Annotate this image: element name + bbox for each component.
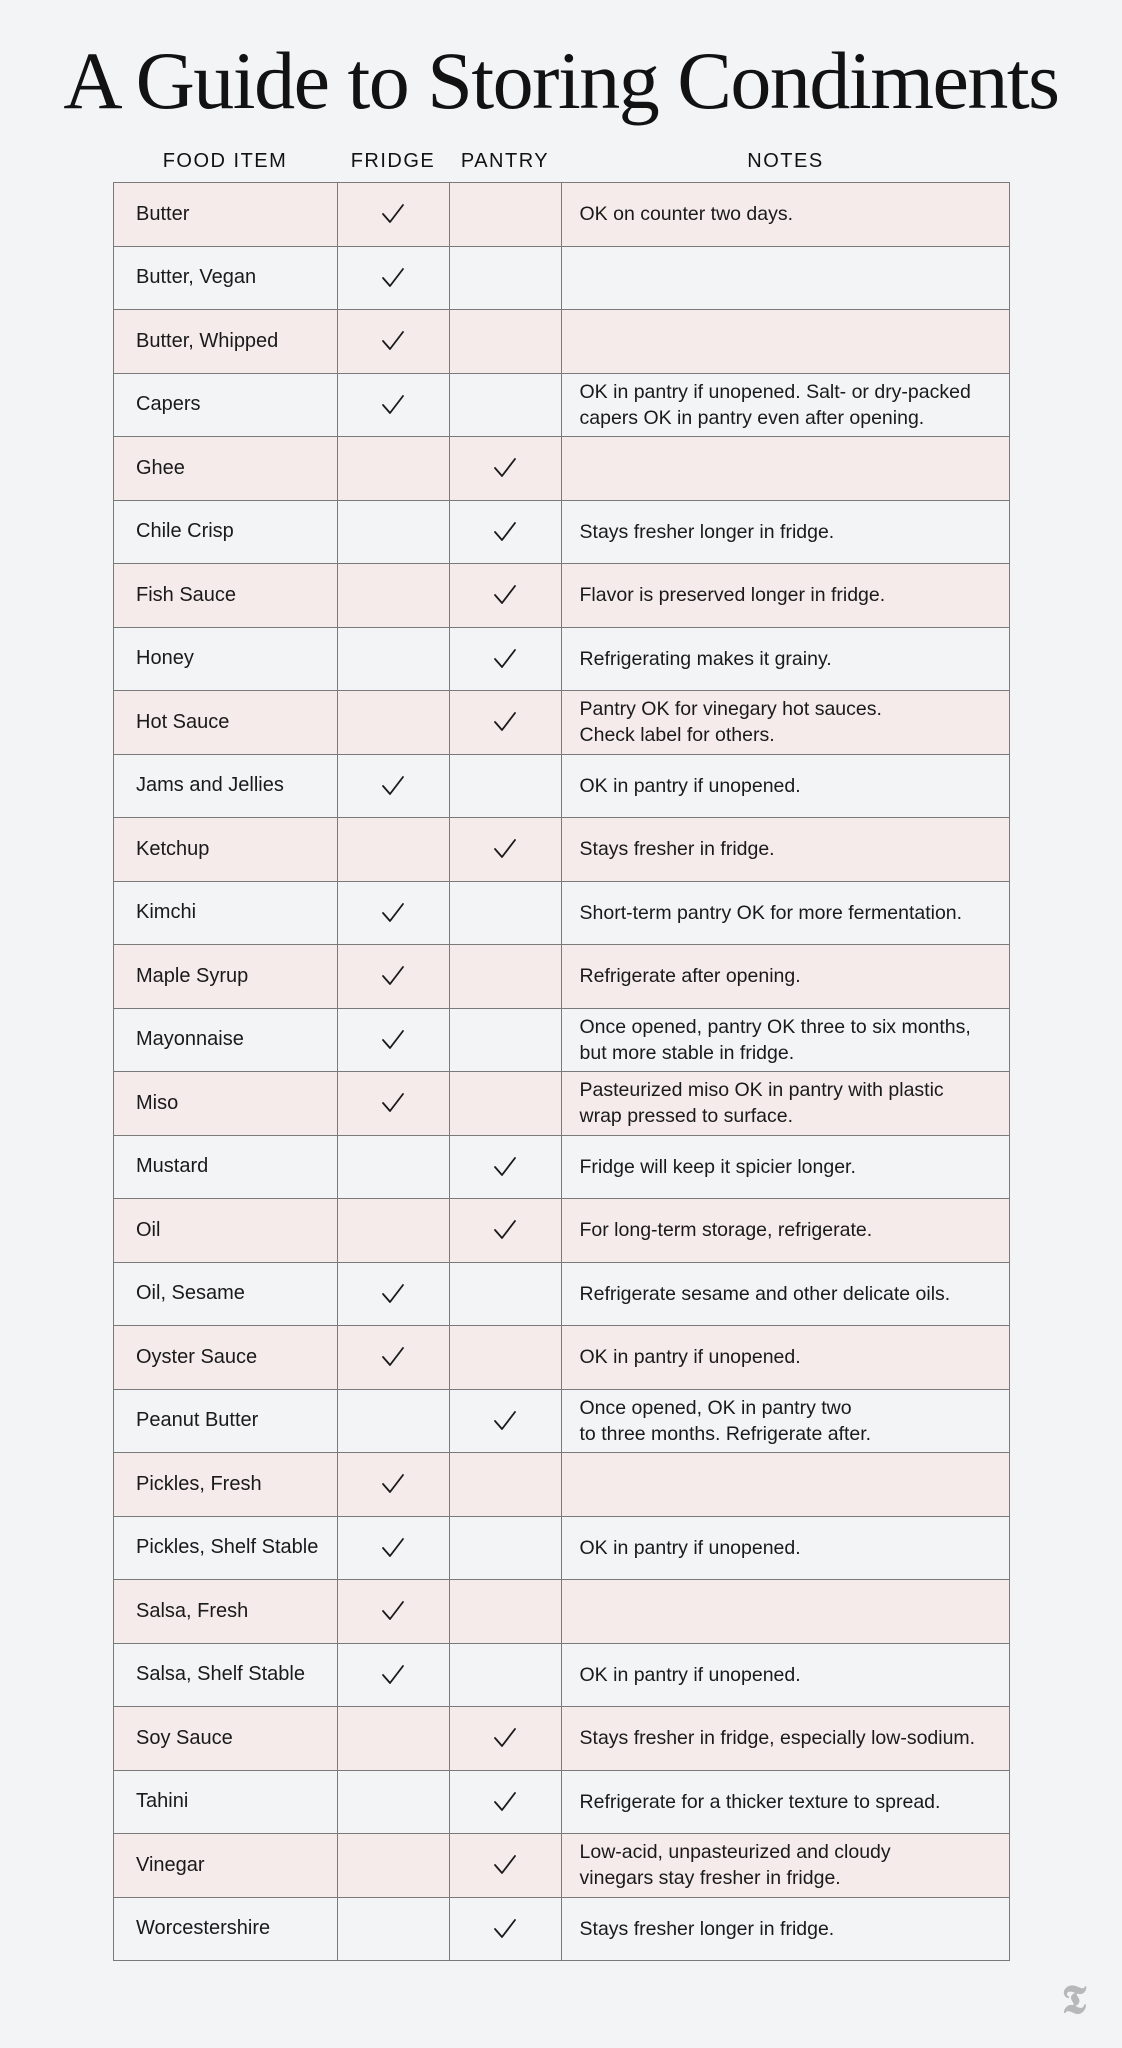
table-row bbox=[114, 1136, 1010, 1200]
food-item-label: Capers bbox=[136, 393, 201, 416]
fridge-cell bbox=[338, 1453, 450, 1516]
food-item-cell bbox=[114, 691, 338, 754]
food-item-cell bbox=[114, 1390, 338, 1453]
notes-text: OK in pantry if unopened. Salt- or dry-packed capers OK in pantry even after opening. bbox=[579, 380, 971, 429]
notes-cell bbox=[562, 1390, 1011, 1453]
notes-cell bbox=[562, 882, 1011, 945]
notes-text: Stays fresher longer in fridge. bbox=[579, 1917, 835, 1940]
food-item-cell bbox=[114, 564, 338, 627]
pantry-cell bbox=[450, 628, 562, 691]
notes-text: Once opened, pantry OK three to six months, but more stable in fridge. bbox=[579, 1015, 971, 1064]
food-item-label: Honey bbox=[136, 647, 194, 670]
pantry-cell bbox=[450, 1644, 562, 1707]
notes-cell bbox=[562, 1707, 1011, 1770]
notes-cell bbox=[562, 1771, 1011, 1834]
nyt-logo-icon: 𝕿 bbox=[1061, 1977, 1087, 2022]
notes-cell bbox=[562, 1199, 1011, 1262]
notes-cell bbox=[562, 1644, 1011, 1707]
check-icon bbox=[380, 265, 406, 291]
table-row bbox=[114, 1390, 1010, 1454]
table-row bbox=[114, 1644, 1010, 1708]
notes-cell bbox=[562, 818, 1011, 881]
food-item-cell bbox=[114, 1834, 338, 1897]
pantry-cell bbox=[450, 310, 562, 373]
check-icon bbox=[380, 201, 406, 227]
check-icon bbox=[380, 900, 406, 926]
table-row bbox=[114, 501, 1010, 565]
notes-text: Stays fresher longer in fridge. bbox=[579, 520, 835, 543]
fridge-cell bbox=[338, 691, 450, 754]
fridge-cell bbox=[338, 1898, 450, 1961]
notes-cell bbox=[562, 564, 1011, 627]
food-item-cell bbox=[114, 818, 338, 881]
food-item-label: Salsa, Fresh bbox=[136, 1599, 249, 1622]
check-icon bbox=[492, 582, 518, 608]
notes-text: OK in pantry if unopened. bbox=[579, 1663, 801, 1686]
food-item-cell bbox=[114, 1326, 338, 1389]
check-icon bbox=[380, 1598, 406, 1624]
condiments-table bbox=[113, 182, 1010, 1961]
notes-cell bbox=[562, 374, 1011, 437]
fridge-cell bbox=[338, 1517, 450, 1580]
table-row bbox=[114, 374, 1010, 438]
notes-cell bbox=[562, 628, 1011, 691]
table-row bbox=[114, 1326, 1010, 1390]
notes-cell bbox=[562, 1453, 1011, 1516]
fridge-cell bbox=[338, 374, 450, 437]
pantry-cell bbox=[450, 183, 562, 246]
table-row bbox=[114, 691, 1010, 755]
header-pantry: PANTRY bbox=[460, 150, 550, 172]
food-item-label: Chile Crisp bbox=[136, 520, 234, 543]
check-icon bbox=[380, 1090, 406, 1116]
table-row bbox=[114, 882, 1010, 946]
check-icon bbox=[380, 1344, 406, 1370]
check-icon bbox=[492, 1154, 518, 1180]
notes-text: Short-term pantry OK for more fermentation. bbox=[579, 901, 963, 924]
table-row bbox=[114, 1707, 1010, 1771]
header-food-item: FOOD ITEM bbox=[162, 150, 288, 172]
food-item-cell bbox=[114, 755, 338, 818]
food-item-cell bbox=[114, 1009, 338, 1072]
notes-text: Pantry OK for vinegary hot sauces. Check label for others. bbox=[579, 698, 882, 747]
food-item-cell bbox=[114, 1136, 338, 1199]
notes-cell bbox=[562, 1834, 1011, 1897]
food-item-cell bbox=[114, 882, 338, 945]
food-item-cell bbox=[114, 183, 338, 246]
food-item-label: Oyster Sauce bbox=[136, 1345, 258, 1368]
notes-cell bbox=[562, 437, 1011, 500]
food-item-label: Mustard bbox=[136, 1155, 209, 1178]
table-row bbox=[114, 818, 1010, 882]
pantry-cell bbox=[450, 1390, 562, 1453]
food-item-label: Salsa, Shelf Stable bbox=[136, 1663, 305, 1686]
fridge-cell bbox=[338, 628, 450, 691]
fridge-cell bbox=[338, 818, 450, 881]
pantry-cell bbox=[450, 1580, 562, 1643]
check-icon bbox=[492, 455, 518, 481]
check-icon bbox=[492, 1789, 518, 1815]
table-row bbox=[114, 1009, 1010, 1073]
table-row bbox=[114, 628, 1010, 692]
pantry-cell bbox=[450, 501, 562, 564]
notes-cell bbox=[562, 755, 1011, 818]
food-item-cell bbox=[114, 310, 338, 373]
table-row bbox=[114, 1771, 1010, 1835]
pantry-cell bbox=[450, 247, 562, 310]
food-item-cell bbox=[114, 628, 338, 691]
header-notes: NOTES bbox=[747, 150, 824, 172]
pantry-cell bbox=[450, 818, 562, 881]
notes-cell bbox=[562, 945, 1011, 1008]
food-item-cell bbox=[114, 501, 338, 564]
table-row bbox=[114, 564, 1010, 628]
notes-text: Refrigerate for a thicker texture to spread. bbox=[579, 1790, 941, 1813]
food-item-label: Butter, Vegan bbox=[136, 266, 257, 289]
notes-text: OK in pantry if unopened. bbox=[579, 774, 801, 797]
food-item-cell bbox=[114, 1453, 338, 1516]
pantry-cell bbox=[450, 1517, 562, 1580]
fridge-cell bbox=[338, 1136, 450, 1199]
food-item-label: Butter bbox=[136, 202, 190, 225]
notes-text: Flavor is preserved longer in fridge. bbox=[579, 584, 886, 607]
food-item-label: Fish Sauce bbox=[136, 583, 237, 606]
check-icon bbox=[380, 1662, 406, 1688]
fridge-cell bbox=[338, 1390, 450, 1453]
column-headers bbox=[0, 146, 1122, 176]
check-icon bbox=[492, 1916, 518, 1942]
notes-cell bbox=[562, 247, 1011, 310]
fridge-cell bbox=[338, 564, 450, 627]
check-icon bbox=[492, 1217, 518, 1243]
pantry-cell bbox=[450, 755, 562, 818]
fridge-cell bbox=[338, 1834, 450, 1897]
food-item-cell bbox=[114, 1707, 338, 1770]
pantry-cell bbox=[450, 1263, 562, 1326]
check-icon bbox=[492, 709, 518, 735]
table-row bbox=[114, 945, 1010, 1009]
check-icon bbox=[380, 1027, 406, 1053]
check-icon bbox=[492, 646, 518, 672]
table-row bbox=[114, 1834, 1010, 1898]
fridge-cell bbox=[338, 1326, 450, 1389]
fridge-cell bbox=[338, 1771, 450, 1834]
food-item-label: Kimchi bbox=[136, 901, 197, 924]
notes-cell bbox=[562, 501, 1011, 564]
check-icon bbox=[380, 1535, 406, 1561]
table-row bbox=[114, 1072, 1010, 1136]
notes-text: Low-acid, unpasteurized and cloudy vinegars stay fresher in fridge. bbox=[579, 1841, 891, 1890]
pantry-cell bbox=[450, 1009, 562, 1072]
pantry-cell bbox=[450, 1898, 562, 1961]
fridge-cell bbox=[338, 1580, 450, 1643]
food-item-label: Worcestershire bbox=[136, 1917, 271, 1940]
food-item-label: Maple Syrup bbox=[136, 964, 249, 987]
pantry-cell bbox=[450, 437, 562, 500]
check-icon bbox=[492, 1852, 518, 1878]
pantry-cell bbox=[450, 374, 562, 437]
fridge-cell bbox=[338, 1644, 450, 1707]
notes-text: Refrigerating makes it grainy. bbox=[579, 647, 832, 670]
check-icon bbox=[492, 519, 518, 545]
notes-cell bbox=[562, 310, 1011, 373]
fridge-cell bbox=[338, 1263, 450, 1326]
fridge-cell bbox=[338, 183, 450, 246]
notes-text: Pasteurized miso OK in pantry with plastic wrap pressed to surface. bbox=[579, 1079, 944, 1128]
table-row bbox=[114, 183, 1010, 247]
check-icon bbox=[380, 328, 406, 354]
fridge-cell bbox=[338, 1072, 450, 1135]
fridge-cell bbox=[338, 247, 450, 310]
notes-cell bbox=[562, 1517, 1011, 1580]
food-item-cell bbox=[114, 1199, 338, 1262]
food-item-label: Pickles, Fresh bbox=[136, 1472, 262, 1495]
table-row bbox=[114, 1263, 1010, 1327]
fridge-cell bbox=[338, 501, 450, 564]
check-icon bbox=[380, 773, 406, 799]
pantry-cell bbox=[450, 1771, 562, 1834]
notes-cell bbox=[562, 1326, 1011, 1389]
food-item-label: Oil, Sesame bbox=[136, 1282, 245, 1305]
pantry-cell bbox=[450, 1453, 562, 1516]
pantry-cell bbox=[450, 1072, 562, 1135]
food-item-cell bbox=[114, 1644, 338, 1707]
pantry-cell bbox=[450, 564, 562, 627]
notes-text: OK on counter two days. bbox=[579, 203, 794, 226]
food-item-cell bbox=[114, 945, 338, 1008]
food-item-label: Ketchup bbox=[136, 837, 210, 860]
food-item-cell bbox=[114, 1580, 338, 1643]
pantry-cell bbox=[450, 1326, 562, 1389]
pantry-cell bbox=[450, 945, 562, 1008]
pantry-cell bbox=[450, 1199, 562, 1262]
food-item-cell bbox=[114, 1263, 338, 1326]
table-row bbox=[114, 437, 1010, 501]
pantry-cell bbox=[450, 1136, 562, 1199]
table-row bbox=[114, 1898, 1010, 1962]
fridge-cell bbox=[338, 945, 450, 1008]
pantry-cell bbox=[450, 691, 562, 754]
notes-cell bbox=[562, 691, 1011, 754]
food-item-label: Hot Sauce bbox=[136, 710, 230, 733]
check-icon bbox=[380, 963, 406, 989]
fridge-cell bbox=[338, 437, 450, 500]
food-item-label: Soy Sauce bbox=[136, 1726, 233, 1749]
table-row bbox=[114, 1580, 1010, 1644]
notes-text: Once opened, OK in pantry two to three months. Refrigerate after. bbox=[579, 1396, 872, 1445]
food-item-label: Butter, Whipped bbox=[136, 329, 279, 352]
fridge-cell bbox=[338, 755, 450, 818]
food-item-label: Ghee bbox=[136, 456, 185, 479]
food-item-label: Mayonnaise bbox=[136, 1028, 244, 1051]
notes-cell bbox=[562, 1072, 1011, 1135]
food-item-label: Miso bbox=[136, 1091, 179, 1114]
notes-text: Stays fresher in fridge. bbox=[579, 838, 775, 861]
notes-cell bbox=[562, 1009, 1011, 1072]
food-item-cell bbox=[114, 1898, 338, 1961]
food-item-cell bbox=[114, 1072, 338, 1135]
header-fridge: FRIDGE bbox=[350, 150, 436, 172]
check-icon bbox=[380, 1471, 406, 1497]
check-icon bbox=[492, 1725, 518, 1751]
check-icon bbox=[492, 836, 518, 862]
notes-text: Stays fresher in fridge, especially low-sodium. bbox=[579, 1727, 976, 1750]
table-row bbox=[114, 755, 1010, 819]
notes-cell bbox=[562, 1263, 1011, 1326]
food-item-label: Oil bbox=[136, 1218, 161, 1241]
fridge-cell bbox=[338, 1009, 450, 1072]
pantry-cell bbox=[450, 1707, 562, 1770]
notes-cell bbox=[562, 1898, 1011, 1961]
table-row bbox=[114, 247, 1010, 311]
pantry-cell bbox=[450, 1834, 562, 1897]
food-item-label: Jams and Jellies bbox=[136, 774, 284, 797]
fridge-cell bbox=[338, 1707, 450, 1770]
fridge-cell bbox=[338, 310, 450, 373]
page-title: A Guide to Storing Condiments bbox=[63, 35, 1059, 126]
food-item-label: Pickles, Shelf Stable bbox=[136, 1536, 319, 1559]
food-item-label: Vinegar bbox=[136, 1853, 205, 1876]
table-row bbox=[114, 310, 1010, 374]
food-item-label: Peanut Butter bbox=[136, 1409, 259, 1432]
food-item-cell bbox=[114, 1771, 338, 1834]
check-icon bbox=[380, 392, 406, 418]
fridge-cell bbox=[338, 882, 450, 945]
pantry-cell bbox=[450, 882, 562, 945]
check-icon bbox=[380, 1281, 406, 1307]
food-item-cell bbox=[114, 437, 338, 500]
notes-cell bbox=[562, 1580, 1011, 1643]
notes-text: Refrigerate sesame and other delicate oils. bbox=[579, 1282, 951, 1305]
table-row bbox=[114, 1517, 1010, 1581]
check-icon bbox=[492, 1408, 518, 1434]
food-item-cell bbox=[114, 374, 338, 437]
notes-cell bbox=[562, 183, 1011, 246]
fridge-cell bbox=[338, 1199, 450, 1262]
table-row bbox=[114, 1453, 1010, 1517]
notes-cell bbox=[562, 1136, 1011, 1199]
notes-text: Fridge will keep it spicier longer. bbox=[579, 1155, 856, 1178]
food-item-cell bbox=[114, 247, 338, 310]
notes-text: OK in pantry if unopened. bbox=[579, 1346, 801, 1369]
table-row bbox=[114, 1199, 1010, 1263]
food-item-cell bbox=[114, 1517, 338, 1580]
notes-text: Refrigerate after opening. bbox=[579, 965, 801, 988]
notes-text: For long-term storage, refrigerate. bbox=[579, 1219, 873, 1242]
food-item-label: Tahini bbox=[136, 1790, 189, 1813]
notes-text: OK in pantry if unopened. bbox=[579, 1536, 801, 1559]
